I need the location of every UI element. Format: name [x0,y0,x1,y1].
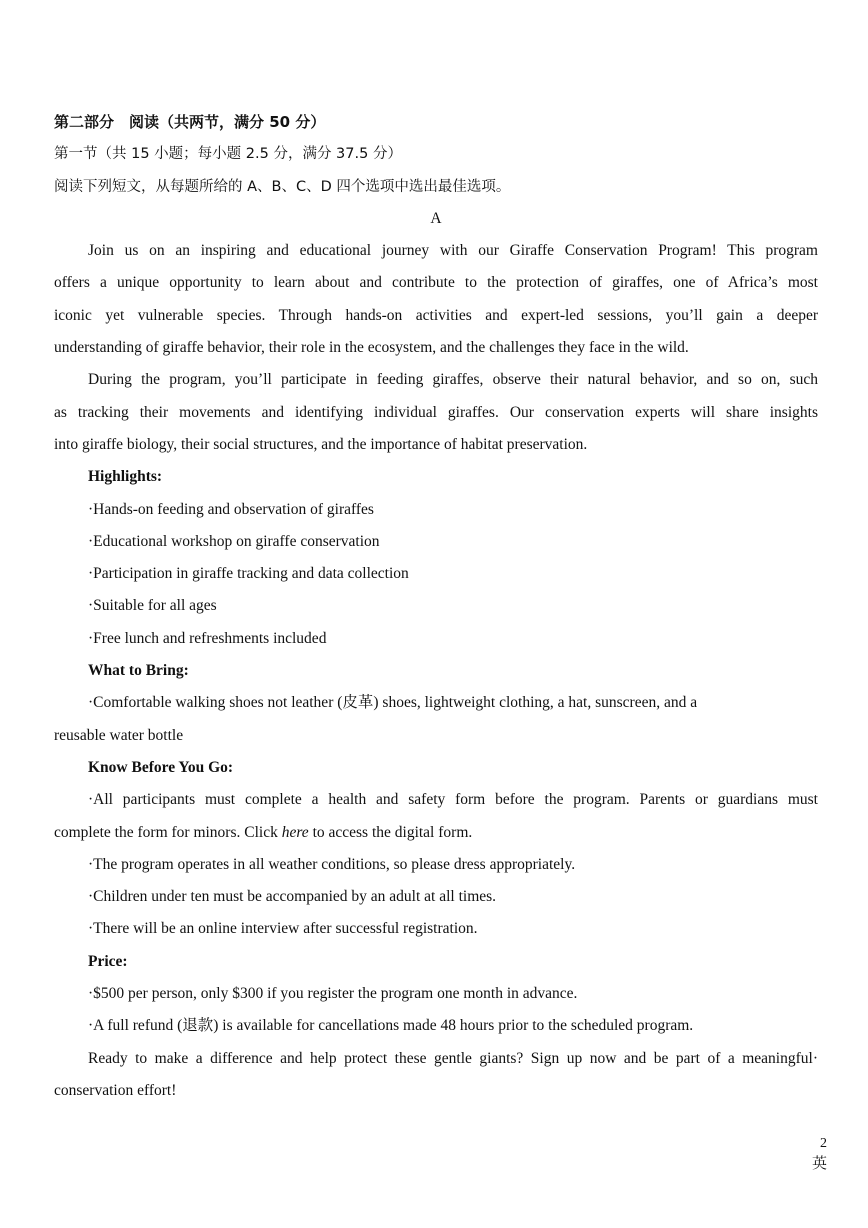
paragraph-1-line: iconic yet vulnerable species. Through hands-on activities and expert-led sessions, you’ll gain a deeper [54,306,818,324]
section-title: 第一节（共 15 小题；每小题 2.5 分，满分 37.5 分） [54,146,402,163]
paragraph-1-line: understanding of giraffe behavior, their role in the ecosystem, and the challenges they face in the wild. [54,339,689,357]
paragraph-2-line: into giraffe biology, their social structures, and the importance of habitat preservation. [54,435,588,453]
closing-line: conservation effort! [54,1081,177,1099]
know-line-text: complete the form for minors. Click [54,823,282,841]
form-link[interactable]: here [281,823,309,841]
highlights-heading: Highlights: [88,468,163,486]
paragraph-2-line: During the program, you’ll participate in feeding giraffes, observe their natural behavior, and so on, such [88,371,818,389]
know-item-line: ·All participants must complete a health and safety form before the program. Parents or guardians must [88,791,818,809]
paragraph-1-line: offers a unique opportunity to learn about and contribute to the protection of giraffes, one of Africa’s most [54,274,818,292]
highlight-item: ·Suitable for all ages [88,597,217,615]
paragraph-2-line: as tracking their movements and identifying individual giraffes. Our conservation experts will share insights [54,403,818,421]
paragraph-1-line: Join us on an inspiring and educational journey with our Giraffe Conservation Program! This program [88,242,818,260]
know-item: ·There will be an online interview after successful registration. [88,920,478,938]
page-number: 2 [820,1136,827,1151]
highlight-item: ·Hands-on feeding and observation of giraffes [88,500,374,518]
know-heading: Know Before You Go: [88,758,234,776]
know-item: ·The program operates in all weather conditions, so please dress appropriately. [88,855,576,873]
bring-heading: What to Bring: [88,662,189,680]
bring-item-line: reusable water bottle [54,726,184,744]
exam-page [54,106,818,1107]
bring-item-line: ·Comfortable walking shoes not leather (皮革) shoes, lightweight clothing, a hat, sunscreen, and a [88,694,698,712]
know-item: ·Children under ten must be accompanied by an adult at all times. [88,888,497,906]
highlight-item: ·Free lunch and refreshments included [88,629,327,647]
know-line-text: to access the digital form. [308,823,473,841]
price-heading: Price: [88,952,128,970]
instructions: 阅读下列短文，从每题所给的 A、B、C、D 四个选项中选出最佳选项。 [54,178,511,195]
passage-label: A [430,209,442,227]
highlight-item: ·Participation in giraffe tracking and data collection [88,565,409,583]
closing-line: Ready to make a difference and help protect these gentle giants? Sign up now and be part of a meaningful· [88,1049,818,1067]
highlight-item: ·Educational workshop on giraffe conservation [88,532,380,550]
part-title: 第二部分 阅读（共两节，满分 50 分） [54,113,326,131]
know-item-line [54,817,818,849]
price-item: ·A full refund (退款) is available for cancellations made 48 hours prior to the scheduled program. [88,1017,694,1035]
price-item: ·$500 per person, only $300 if you register the program one month in advance. [88,985,578,1003]
subject-label: 英 [811,1154,827,1172]
